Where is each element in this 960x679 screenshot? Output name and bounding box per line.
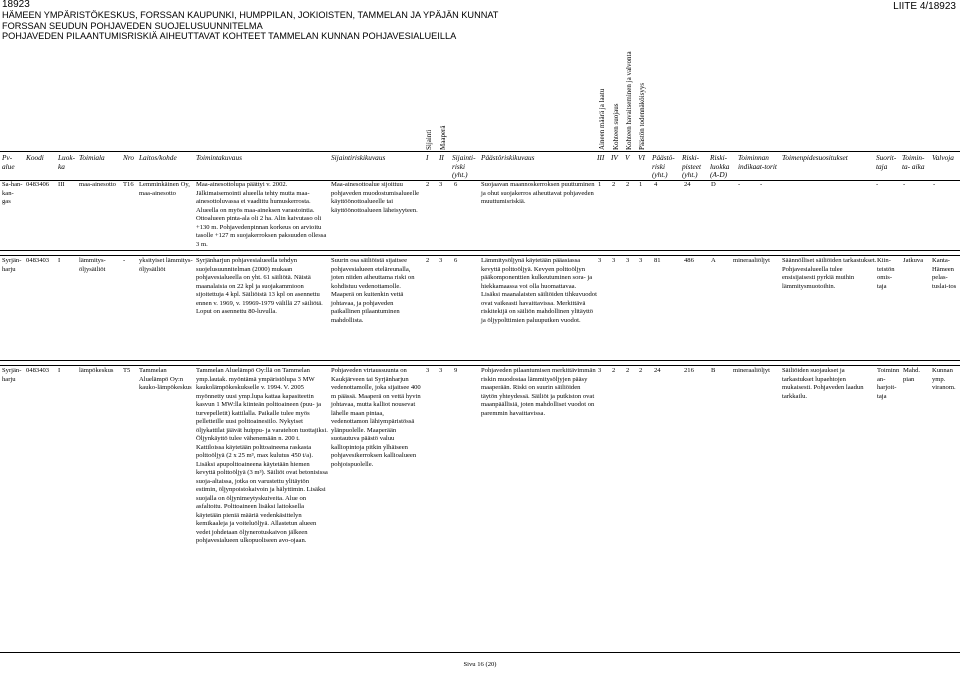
cell-riskipisteet: 216 <box>684 367 694 374</box>
cell-toiminta-aika: Mahd. pian <box>903 367 921 383</box>
cell-i: 3 <box>426 367 430 374</box>
cell-vi: 2 <box>639 367 643 374</box>
cell-nro: T16 <box>123 181 134 188</box>
cell-ii: 3 <box>439 181 443 188</box>
header-line-3: POHJAVEDEN PILAANTUMISRISKIÄ AIHEUTTAVAT KOHTEET TAMMELAN KUNNAN POHJAVESIALUEILLA <box>2 31 457 42</box>
cell-ii: 3 <box>439 367 443 374</box>
cell-toimintakuvaus: Syrjänharjun pohjavesialueella tehdyn suojelusuunnitelman (2000) mukaan pohjavesialueella on yht. 61 säiliötä. Näistä maanalaisia on 22 kpl ja suojakammioon sijoitettuja 4 kpl. Säiliöistä 13 kpl on asennettu ennen v. 1969, v. 19969-1979 välillä 27 säiliötä. Loput on asennettu 80-luvulla. <box>196 257 323 315</box>
col-valvoja: Valvoja <box>932 153 954 162</box>
cell-toiminnan-indikaattorit: mineraaliöljyt <box>733 257 770 264</box>
header-line-2: FORSSAN SEUDUN POHJAVEDEN SUOJELUSUUNNITELMA <box>2 20 263 31</box>
cell-koodi: 0483403 <box>26 367 50 374</box>
cell-iii: 3 <box>598 257 602 264</box>
row-separator-1 <box>0 250 960 251</box>
table-bottom-rule <box>0 652 960 653</box>
col-paastoriskikuvaus: Päästöriskikuvaus <box>481 153 535 162</box>
header-top-rule <box>0 151 960 152</box>
cell-toiminta-aika: Jatkuva <box>903 257 924 264</box>
cell-laitos: yksityiset lämmitys- öljysäiliöt <box>139 257 193 273</box>
cell-iv: 2 <box>612 367 616 374</box>
cell-valvoja: - <box>933 181 936 188</box>
cell-vi: 3 <box>639 257 643 264</box>
cell-sijaintiriski: 9 <box>454 367 458 374</box>
cell-v: 2 <box>626 367 630 374</box>
vertical-header-aineen-maara: Aineen määrä ja laatu <box>598 88 606 150</box>
cell-paastoriskikuvaus: Lämmitysöljynä käytetään pääasiassa kevyttä polttoöljyä. Kevyen polttoöljyn pääkomponenttien kulkeutuminen sora- ja hiekkamaassa voi olla huomattavaa. Lisäksi maanalaisten säiliöiden tihkuvuodot ovat vaikeasti havaittavissa. Merkittävä riskitekijä on säiliön mahdollinen ylitäyttö ja öljypolttimien paluuputken vuodot. <box>481 257 597 324</box>
cell-sijaintiriski: 6 <box>454 257 458 264</box>
col-i: I <box>426 153 429 162</box>
document-number: 18923 <box>2 0 30 10</box>
col-toimenpidesuositukset: Toimenpidesuositukset <box>782 153 848 162</box>
col-ii: II <box>439 153 444 162</box>
cell-iv: 3 <box>612 257 616 264</box>
col-nro: Nro <box>123 153 135 162</box>
col-toimiala: Toimiala <box>79 153 105 162</box>
attachment-label: LIITE 4/18923 <box>893 1 956 12</box>
col-laitos: Laitos/kohde <box>139 153 177 162</box>
cell-vi: 1 <box>639 181 643 188</box>
cell-ii: 3 <box>439 257 443 264</box>
col-toimintakuvaus: Toimintakuvaus <box>196 153 242 162</box>
cell-paastoriski: 81 <box>654 257 661 264</box>
col-suorittaja: Suorit- taja <box>876 153 897 171</box>
header-line-1: HÄMEEN YMPÄRISTÖKESKUS, FORSSAN KAUPUNKI, HUMPPILAN, JOKIOISTEN, TAMMELAN JA YPÄJÄN KUNNAT <box>2 10 499 21</box>
cell-luokka: I <box>58 257 61 264</box>
col-sijaintiriskikuvaus: Sijaintiriskikuvaus <box>331 153 386 162</box>
vertical-header-maapera: Maaperä <box>439 125 447 150</box>
cell-sijaintiriskikuvaus: Maa-ainesottoalue sijoittuu pohjaveden muodostumisalueelle käyttöönottoalueelle tai käyttöönottoalueen läheisyyteen. <box>331 181 420 214</box>
cell-valvoja: Kanta- Hämeen pelas- tuslai-tos <box>932 257 957 290</box>
col-riskipisteet: Riski- pisteet (yht.) <box>682 153 702 180</box>
col-sijaintiriski: Sijainti- riski (yht.) <box>452 153 476 180</box>
cell-iv: 2 <box>612 181 616 188</box>
cell-toimenpidesuositukset: - <box>760 181 763 188</box>
col-toiminnan-indikaattorit: Toiminnan indikaat-torit <box>738 153 777 171</box>
cell-iii: 1 <box>598 181 602 188</box>
cell-pv-alue: Syrjän- harju <box>2 367 22 383</box>
cell-laitos: Tammelan Aluelämpö Oy:n kauko-lämpökeskus <box>139 367 192 391</box>
cell-pv-alue: Sa-han- kan- gas <box>2 181 23 205</box>
cell-suorittaja: - <box>876 181 879 188</box>
cell-toimiala: lämpökeskus <box>79 367 114 374</box>
col-koodi: Koodi <box>26 153 44 162</box>
cell-valvoja: Kunnan ymp. viranom. <box>932 367 956 391</box>
col-pv-alue: Pv- alue <box>2 153 15 171</box>
cell-v: 2 <box>626 181 630 188</box>
cell-sijaintiriski: 6 <box>454 181 458 188</box>
cell-pv-alue: Syrjän- harju <box>2 257 22 273</box>
col-v: V <box>625 153 630 162</box>
row-separator-2 <box>0 360 960 361</box>
document-header <box>2 0 498 42</box>
cell-riskiluokka: A <box>711 257 716 264</box>
row-separator-2b <box>0 365 960 366</box>
cell-riskipisteet: 486 <box>684 257 694 264</box>
cell-toiminnan-indikaattorit: mineraaliöljyt <box>733 367 770 374</box>
vertical-header-valvonta: Kohteen havaitseminen ja valvonta <box>625 51 633 150</box>
cell-nro: - <box>123 257 126 264</box>
cell-v: 3 <box>626 257 630 264</box>
cell-nro: T5 <box>123 367 131 374</box>
cell-i: 2 <box>426 257 430 264</box>
cell-toimiala: lämmitys- öljysäiliöt <box>79 257 106 273</box>
cell-suorittaja: Kiin- teistön omis- taja <box>877 257 895 290</box>
col-paastoriski: Päästö- riski (yht.) <box>652 153 675 180</box>
vertical-header-kohteen-suojaus: Kohteen suojaus <box>612 103 620 150</box>
vertical-header-sijainti: Sijainti <box>425 129 433 150</box>
col-vi: VI <box>638 153 645 162</box>
cell-koodi: 0483406 <box>26 181 50 188</box>
cell-koodi: 0483403 <box>26 257 50 264</box>
cell-sijaintiriskikuvaus: Pohjaveden virtaussuunta on Kaukjärveen tai Syrjänharjun vedenottamolle, joka sijaitsee 400 m päässä. Maaperä on vettä hyvin johtavaa, mutta kalliot nousevat lähelle maan pintaa, vedenottamon lähiympäristössä ylänpuolelle. Maaperään suotautuva päästö valuu kalliopintoja pitkin ylhäiseen pohjavesikerroksen kallioalueen pohjoispuolelle. <box>331 367 421 468</box>
cell-luokka: I <box>58 367 61 374</box>
cell-toimintakuvaus: Tammelan Aluelämpö Oy:llä on Tammelan ymp.lautak. myöntämä ympäristölupa 3 MW kaukolämpökeskukselle v. 1994. V. 2005 myönnetty uusi ymp.lupa kattaa kapasiteetin kasvun 1 MW:lla kiinteän polttoaineen (puu- ja turvepelletit) kattilalla. Paikalle tulee myös pelletteille uusi polttoainesiilo. Nykyiset öljykattilat jäävät huippu- ja varatehon tuottajiksi. Öljynkäyttö tulee vähenemään n. 200 t. Kattiloissa käytetään polttoaineena raskasta polttoöljyä (2 x 25 m³, max kulutus 450 t/a). Lisäksi apupolttoaineena käytetään hiemen kevyttä polttoöljyä (3 m³). Säiliöt ovat betonisissa suoja-altaissa, jotka on varustettu ylitäytön estimin, öljynpoistokaivoin ja hälyttimin. Lisäksi suojalla on öljynimeytyskuiveita. Alue on asfaltoitu. Polttoaineen lisäksi laitoksella käytetään pieniä määriä vedenkäsittelyn kemikaaleja ja voiteluöljyä. Allastetun alueen vedet johdetaan öljynerotuskaivon jälkeen pohjavesialueen ulkopuoliseen avo-ojaan. <box>196 367 328 544</box>
col-riskiluokka: Riski- luokka (A-D) <box>710 153 730 180</box>
cell-toimintakuvaus: Maa-ainesottolupa päättyi v. 2002. Jälkimaisemointi alueella tehty mutta maa- ainesottoluvassa ei vaadittu humuskerrosta. Alueella on myös maa-aineksen varastointia. Ottoalueen pinta-ala oli 2 ha. Alin kaivutaso oli +130 m. Pohjavedenpinnan korkeus on arvioitu tasolle +127 m suojakerroksen paksuuden ollessa 3 m. <box>196 181 327 248</box>
col-iv: IV <box>611 153 618 162</box>
cell-toimenpidesuositukset: Säännölliset säiliöiden tarkastukset. Pohjavesialueella tulee ensisijaisesti pyrkiä muihin lämmitysmuotoihin. <box>782 257 877 290</box>
cell-paastoriskikuvaus: Pohjaveden pilaantumisen merkittävimmän riskin muodostaa lämmitysöljyjen pääsy maaperään. Riski on suurin säiliöiden täytön yhteydessä. Säiliöt ja putkiston ovat maanpäällisiä, joten mahdolliset vuodot on paremmin havaittavissa. <box>481 367 596 417</box>
cell-luokka: III <box>58 181 65 188</box>
vertical-header-todennakoisyys: Päästön todennäköisyys <box>638 82 646 150</box>
cell-riskiluokka: D <box>711 181 716 188</box>
cell-toiminta-aika: - <box>903 181 906 188</box>
cell-paastoriskikuvaus: Suojaavan maannoskerroksen puuttuminen ja ohut suojakerros aiheuttavat pohjaveden muuttumisriskiä. <box>481 181 595 205</box>
cell-paastoriski: 24 <box>654 367 661 374</box>
page-number: Sivu 16 (20) <box>463 661 497 668</box>
col-toiminta-aika: Toimin-ta- aika <box>902 153 925 171</box>
cell-paastoriski: 4 <box>654 181 658 188</box>
cell-riskiluokka: B <box>711 367 716 374</box>
cell-toimenpidesuositukset: Säiliöiden suojaukset ja tarkastukset lupaehtojen mukaisesti. Pohjaveden laadun tarkkailu. <box>782 367 864 400</box>
cell-toimiala: maa-ainesotto <box>79 181 116 188</box>
cell-riskipisteet: 24 <box>684 181 691 188</box>
cell-iii: 3 <box>598 367 602 374</box>
col-iii: III <box>597 153 605 162</box>
cell-i: 2 <box>426 181 430 188</box>
cell-toiminnan-indikaattorit: - <box>738 181 741 188</box>
row-separator-1b <box>0 255 960 256</box>
col-luokka: Luok- ka <box>58 153 76 171</box>
cell-sijaintiriskikuvaus: Suurin osa säiliöistä sijaitsee pohjavesialueen eteläreunalla, joten niiden aiheuttama riski on kohdistuu vedenottamolle. Maaperä on kuitenkin vettä johtavaa, ja pohjaveden paikallinen pilaantuminen mahdollista. <box>331 257 415 324</box>
cell-laitos: Lemminkäinen Oy, maa-ainesotto <box>139 181 190 197</box>
cell-suorittaja: Toiminn an- harjoit- taja <box>877 367 900 400</box>
